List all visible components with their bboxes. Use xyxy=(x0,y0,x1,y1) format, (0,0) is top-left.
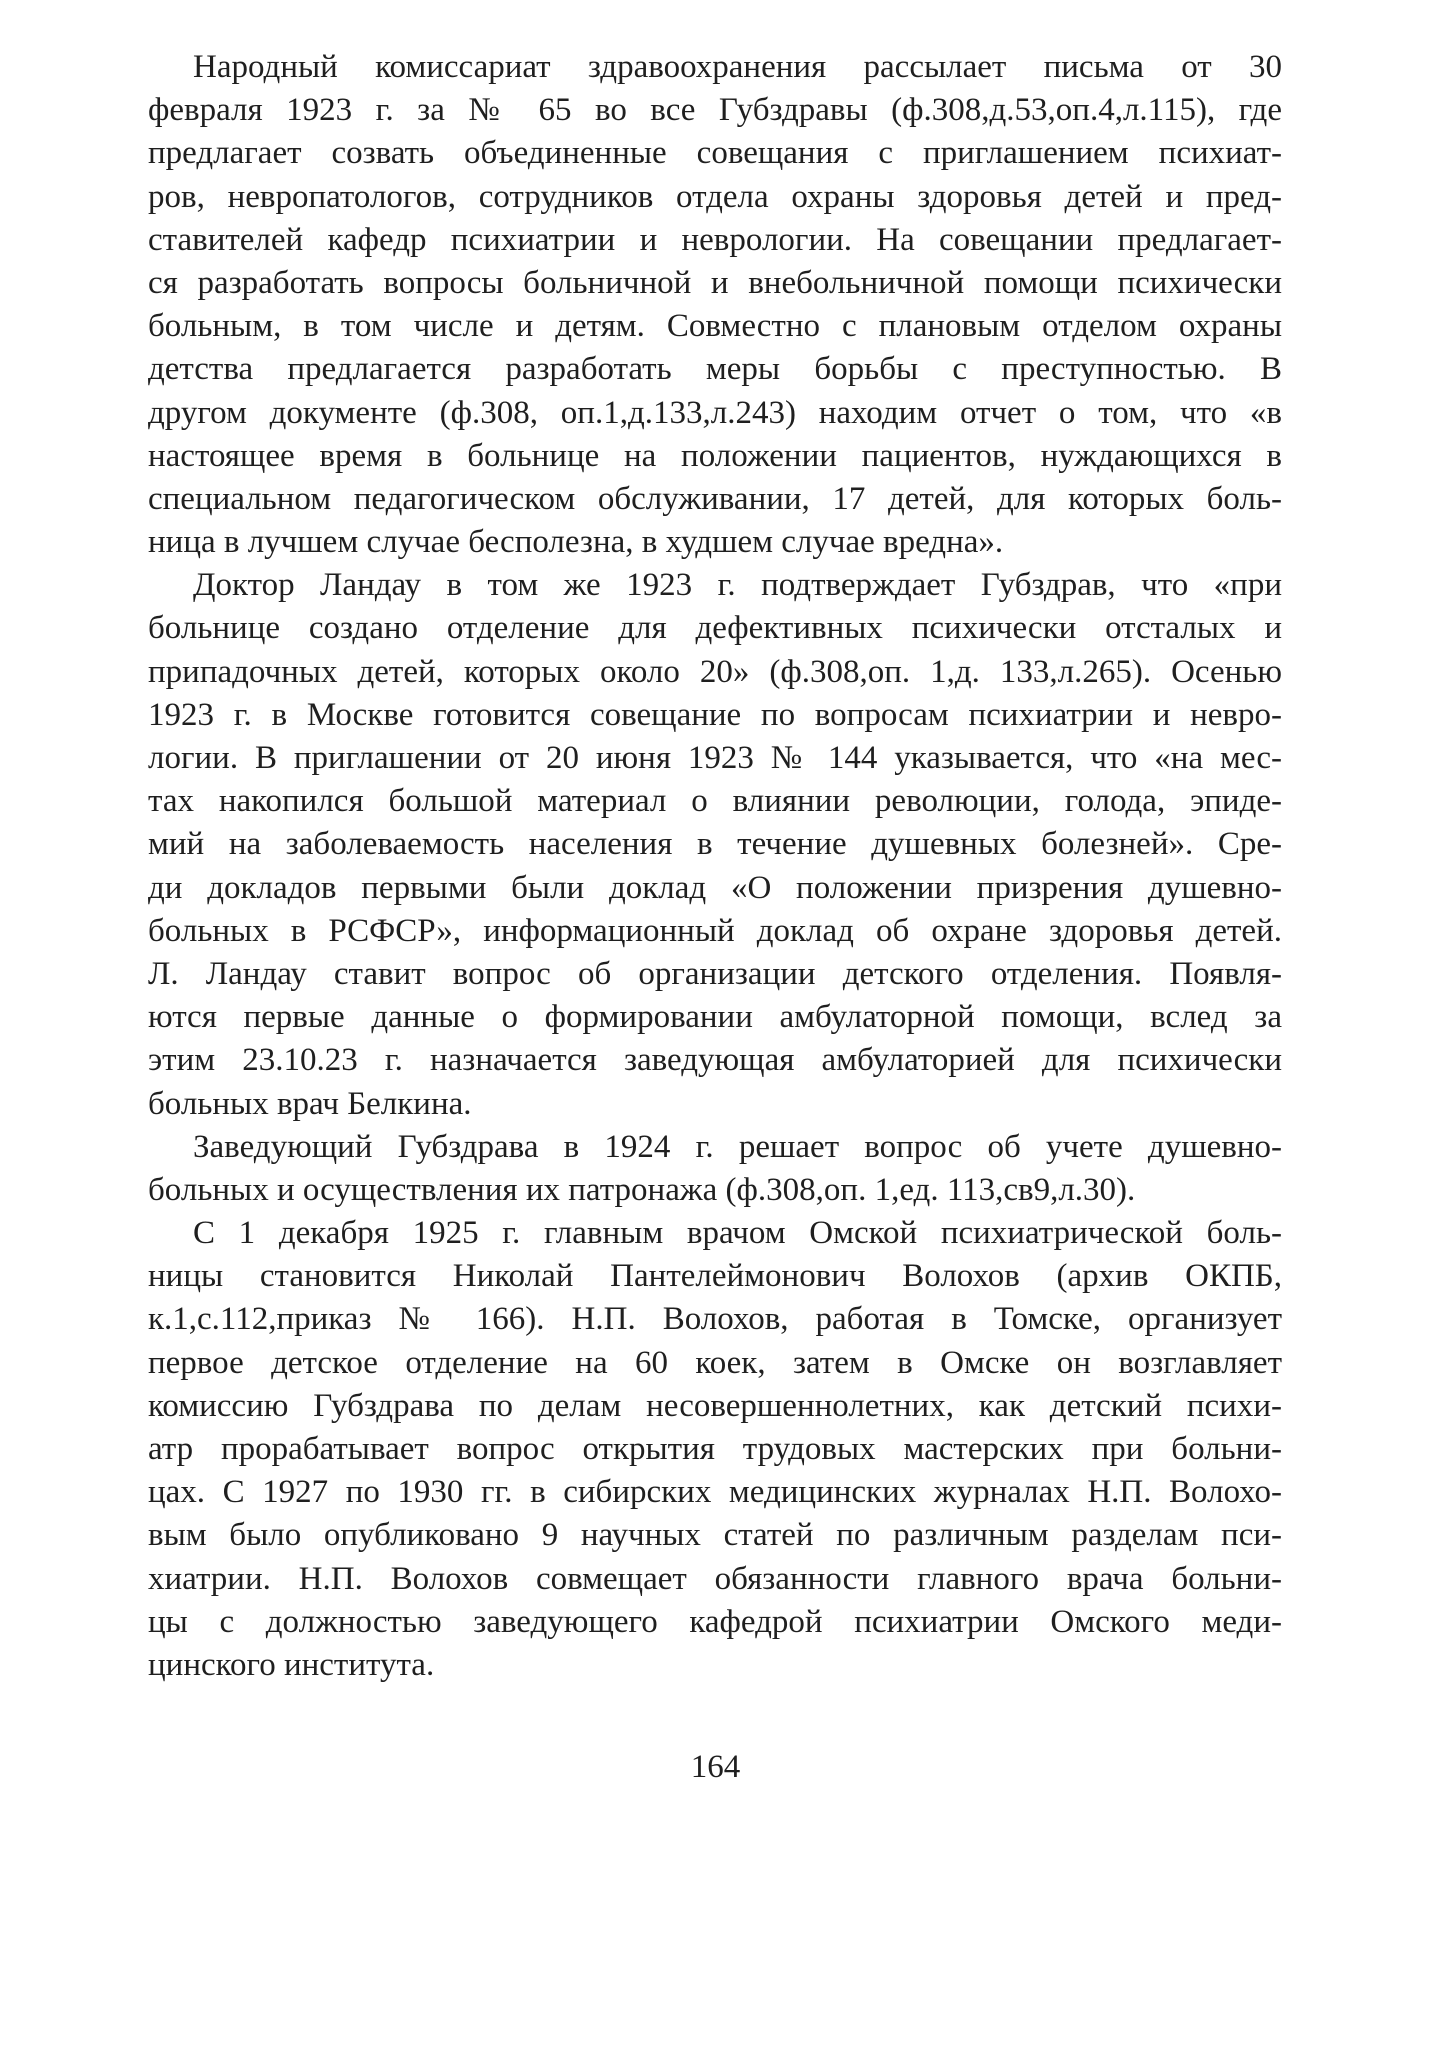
text-line: Заведующий Губздрава в 1924 г. решает вопрос об учете душевно- xyxy=(193,1128,1282,1165)
text-line: специальном педагогическом обслуживании, 17 детей, для которых боль- xyxy=(148,480,1282,517)
text-line: этим 23.10.23 г. назначается заведующая амбулаторией для психически xyxy=(148,1042,1282,1079)
text-line: первое детское отделение на 60 коек, затем в Омске он возглавляет xyxy=(148,1344,1282,1381)
text-line: ница в лучшем случае бесполезна, в худшем случае вредна». xyxy=(148,524,1004,561)
paragraph-4 xyxy=(148,1212,1282,1687)
text-line: детства предлагается разработать меры борьбы с преступностью. В xyxy=(148,351,1282,388)
text-line: Народный комиссариат здравоохранения рассылает письма от 30 xyxy=(193,49,1282,85)
text-line: больных врач Белкина. xyxy=(148,1085,472,1122)
text-line: Доктор Ландау в том же 1923 г. подтверждает Губздрав, что «при xyxy=(193,567,1282,604)
paragraph-3 xyxy=(148,1126,1282,1212)
text-line: предлагает созвать объединенные совещания с приглашением психиат- xyxy=(148,135,1282,172)
text-line: логии. В приглашении от 20 июня 1923 № 144 указывается, что «на мес- xyxy=(148,740,1282,776)
text-line: ди докладов первыми были доклад «О положении призрения душевно- xyxy=(148,869,1282,906)
text-line: хиатрии. Н.П. Волохов совмещает обязанности главного врача больни- xyxy=(148,1560,1282,1597)
text-line: Л. Ландау ставит вопрос об организации детского отделения. Появля- xyxy=(148,955,1282,992)
text-line: к.1,с.112,приказ № 166). Н.П. Волохов, работая в Томске, организует xyxy=(148,1301,1282,1338)
paragraph-2 xyxy=(148,564,1282,1125)
text-line: мий на заболеваемость населения в течение душевных болезней». Сре- xyxy=(148,826,1282,863)
text-line: ся разработать вопросы больничной и внебольничной помощи психически xyxy=(148,264,1282,301)
text-line: комиссию Губздрава по делам несовершеннолетних, как детский психи- xyxy=(148,1387,1282,1424)
text-line: больных в РСФСР», информационный доклад об охране здоровья детей. xyxy=(148,912,1282,949)
body-text xyxy=(148,46,1282,1687)
text-line: больнице создано отделение для дефективных психически отсталых и xyxy=(148,610,1282,647)
text-line: ницы становится Николай Пантелеймонович Волохов (архив ОКПБ, xyxy=(148,1258,1282,1295)
text-line: атр прорабатывает вопрос открытия трудовых мастерских при больни- xyxy=(148,1431,1282,1467)
text-line: цах. С 1927 по 1930 гг. в сибирских медицинских журналах Н.П. Волохо- xyxy=(148,1474,1282,1511)
text-line: февраля 1923 г. за № 65 во все Губздравы (ф.308,д.53,оп.4,л.115), где xyxy=(148,92,1282,129)
text-line: больных и осуществления их патронажа (ф.308,оп. 1,ед. 113,св9,л.30). xyxy=(148,1171,1136,1208)
text-line: другом документе (ф.308, оп.1,д.133,л.243) находим отчет о том, что «в xyxy=(148,394,1282,431)
text-line: больным, в том числе и детям. Совместно с плановым отделом охраны xyxy=(148,308,1282,345)
text-line: 1923 г. в Москве готовится совещание по вопросам психиатрии и невро- xyxy=(148,696,1282,733)
text-line: тах накопился большой материал о влиянии революции, голода, эпиде- xyxy=(148,783,1282,820)
paragraph-1 xyxy=(148,46,1282,564)
text-line: цинского института. xyxy=(148,1646,435,1683)
text-line: настоящее время в больнице на положении пациентов, нуждающихся в xyxy=(148,437,1282,474)
text-line: припадочных детей, которых около 20» (ф.308,оп. 1,д. 133,л.265). Осенью xyxy=(148,653,1282,690)
text-line: ются первые данные о формировании амбулаторной помощи, вслед за xyxy=(148,999,1282,1036)
text-line: ров, невропатологов, сотрудников отдела охраны здоровья детей и пред- xyxy=(148,178,1282,215)
text-line: вым было опубликовано 9 научных статей по различным разделам пси- xyxy=(148,1517,1282,1554)
page-number: 164 xyxy=(690,1749,741,1785)
text-line: ставителей кафедр психиатрии и неврологии. На совещании предлагает- xyxy=(148,221,1282,258)
text-line: цы с должностью заведующего кафедрой психиатрии Омского меди- xyxy=(148,1603,1282,1640)
text-line: С 1 декабря 1925 г. главным врачом Омской психиатрической боль- xyxy=(193,1215,1282,1252)
